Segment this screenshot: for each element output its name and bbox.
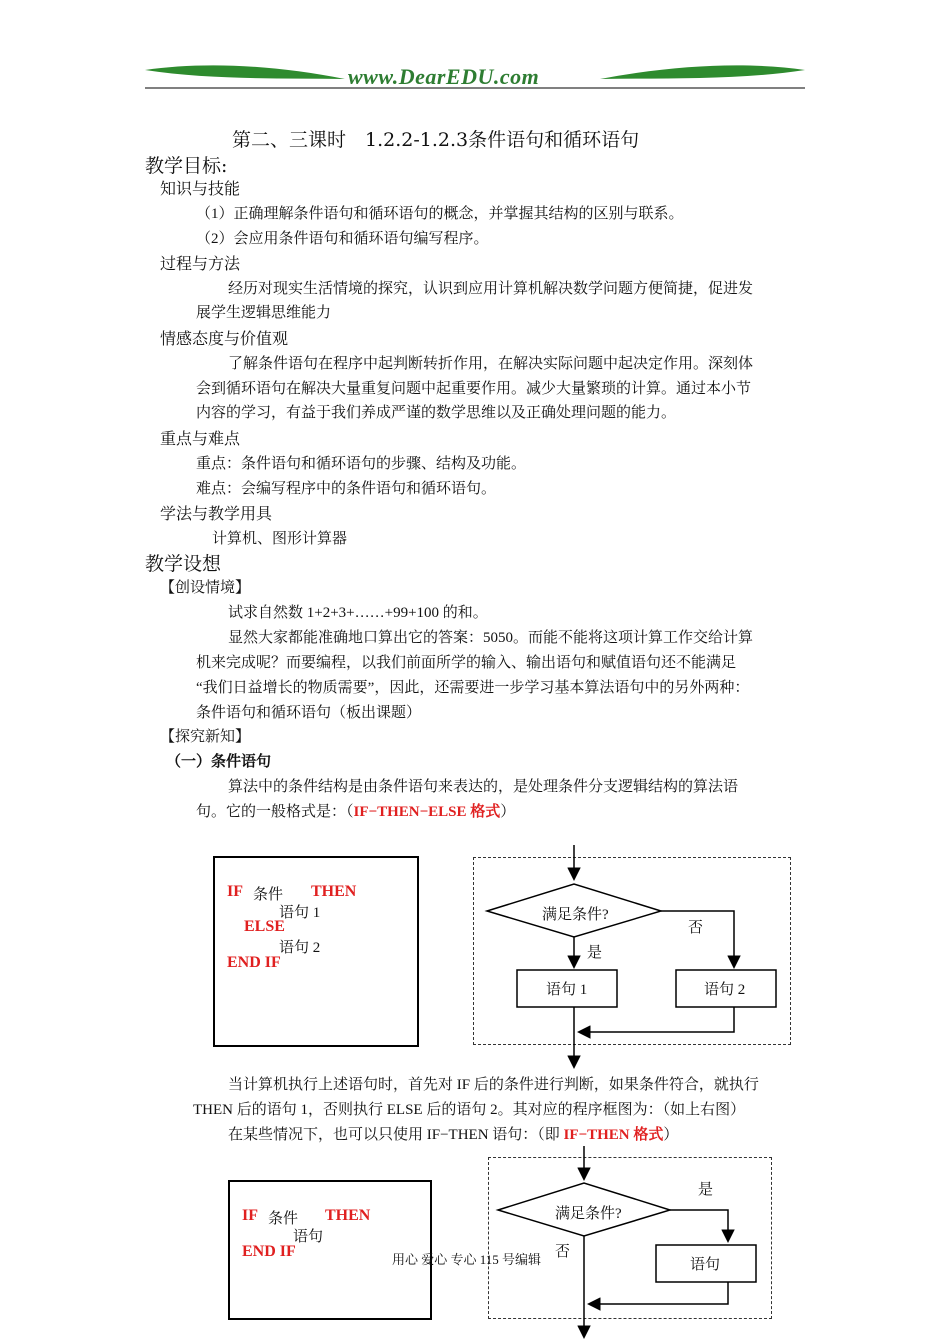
flow2-yes-path (670, 1210, 728, 1240)
emotion-text-2: 会到循环语句在解决大量重复问题中起重要作用。减少大量繁琐的计算。通过本小节 (196, 381, 752, 397)
process-text-2: 展学生逻辑思维能力 (196, 305, 332, 321)
code1-endif-keyword: END IF (227, 954, 281, 971)
emotion-heading: 情感态度与价值观 (160, 329, 289, 348)
explanation-line-1: 当计算机执行上述语句时，首先对 IF 后的条件进行判断，如果条件符合，就执行 (228, 1077, 759, 1093)
flow1-statement-2-label: 语句 2 (704, 982, 746, 998)
focus-key: 重点：条件语句和循环语句的步骤、结构及功能。 (196, 456, 527, 472)
section-1-line-1: 算法中的条件结构是由条件语句来表达的，是处理条件分支逻辑结构的算法语 (228, 779, 739, 795)
page-title: 第二、三课时 1.2.2-1.2.3条件语句和循环语句 (232, 129, 640, 151)
code2-then-keyword: THEN (325, 1207, 371, 1224)
scenario-line-3: 机来完成呢？而要编程，以我们前面所学的输入、输出语句和赋值语句还不能满足 (196, 655, 737, 671)
code1-else-keyword: ELSE (244, 918, 285, 935)
format-label-if-then: IF−THEN 格式 (563, 1127, 664, 1143)
explore-label: 【探究新知】 (160, 729, 251, 745)
flow2-merge-path (590, 1282, 728, 1304)
flow2-no-label: 否 (555, 1244, 571, 1260)
code1-condition: 条件 (253, 887, 284, 903)
code2-if-keyword: IF (242, 1207, 258, 1224)
code2-statement: 语句 (293, 1229, 324, 1245)
flow2-statement-label: 语句 (690, 1257, 721, 1273)
site-logo: www.DearEDU.com (348, 64, 540, 89)
format-label-if-then-else: IF−THEN−ELSE 格式 (353, 804, 501, 820)
flow2-yes-label: 是 (698, 1182, 714, 1198)
tools-text: 计算机、图形计算器 (212, 531, 348, 547)
tools-heading: 学法与教学用具 (160, 504, 273, 523)
code1-statement-1: 语句 1 (279, 905, 321, 921)
knowledge-item-1: （1）正确理解条件语句和循环语句的概念，并掌握其结构的区别与联系。 (196, 206, 684, 222)
flow1-decision-label: 满足条件? (542, 907, 609, 923)
focus-difficulty: 难点：会编写程序中的条件语句和循环语句。 (196, 481, 497, 497)
page-footer: 用心 爱心 专心 115 号编辑 (392, 1252, 542, 1267)
scenario-line-2: 显然大家都能准确地口算出它的答案：5050。而能不能将这项计算工作交给计算 (228, 630, 754, 646)
emotion-text-1: 了解条件语句在程序中起判断转折作用，在解决实际问题中起决定作用。深刻体 (228, 356, 754, 372)
section-1-heading: （一）条件语句 (166, 754, 272, 770)
flow1-statement-1-label: 语句 1 (546, 982, 588, 998)
flow1-no-label: 否 (688, 920, 704, 936)
scenario-line-1: 试求自然数 1+2+3+……+99+100 的和。 (228, 605, 488, 621)
section-1-line-2-prefix: 句。它的一般格式是：（ (196, 804, 354, 820)
explanation-line-3-prefix: 在某些情况下，也可以只使用 IF−THEN 语句：（即 (228, 1127, 564, 1143)
flow2-decision-label: 满足条件? (555, 1206, 622, 1222)
process-text-1: 经历对现实生活情境的探究，认识到应用计算机解决数学问题方便简捷，促进发 (228, 281, 754, 297)
code1-then-keyword: THEN (311, 883, 357, 900)
flow1-yes-label: 是 (587, 945, 603, 961)
explanation-line-2: THEN 后的语句 1，否则执行 ELSE 后的语句 2。其对应的程序框图为：（如上右图） (193, 1102, 746, 1118)
code1-if-keyword: IF (227, 883, 243, 900)
scenario-label: 【创设情境】 (160, 580, 251, 596)
code1-statement-2: 语句 2 (279, 940, 321, 956)
focus-heading: 重点与难点 (160, 429, 241, 448)
knowledge-item-2: （2）会应用条件语句和循环语句编写程序。 (196, 231, 489, 247)
explanation-line-3-suffix: ） (663, 1127, 679, 1143)
knowledge-heading: 知识与技能 (160, 179, 241, 198)
design-heading: 教学设想 (145, 553, 222, 575)
scenario-line-5: 条件语句和循环语句（板出课题） (196, 705, 422, 721)
scenario-line-4: “我们日益增长的物质需要”，因此，还需要进一步学习基本算法语句中的另外两种： (196, 680, 750, 696)
section-1-line-2-suffix: ） (500, 804, 516, 820)
objectives-heading: 教学目标: (145, 155, 228, 177)
process-heading: 过程与方法 (160, 254, 241, 273)
emotion-text-3: 内容的学习，有益于我们养成严谨的数学思维以及正确处理问题的能力。 (196, 405, 677, 421)
code2-endif-keyword: END IF (242, 1243, 296, 1260)
code2-condition: 条件 (268, 1211, 299, 1227)
